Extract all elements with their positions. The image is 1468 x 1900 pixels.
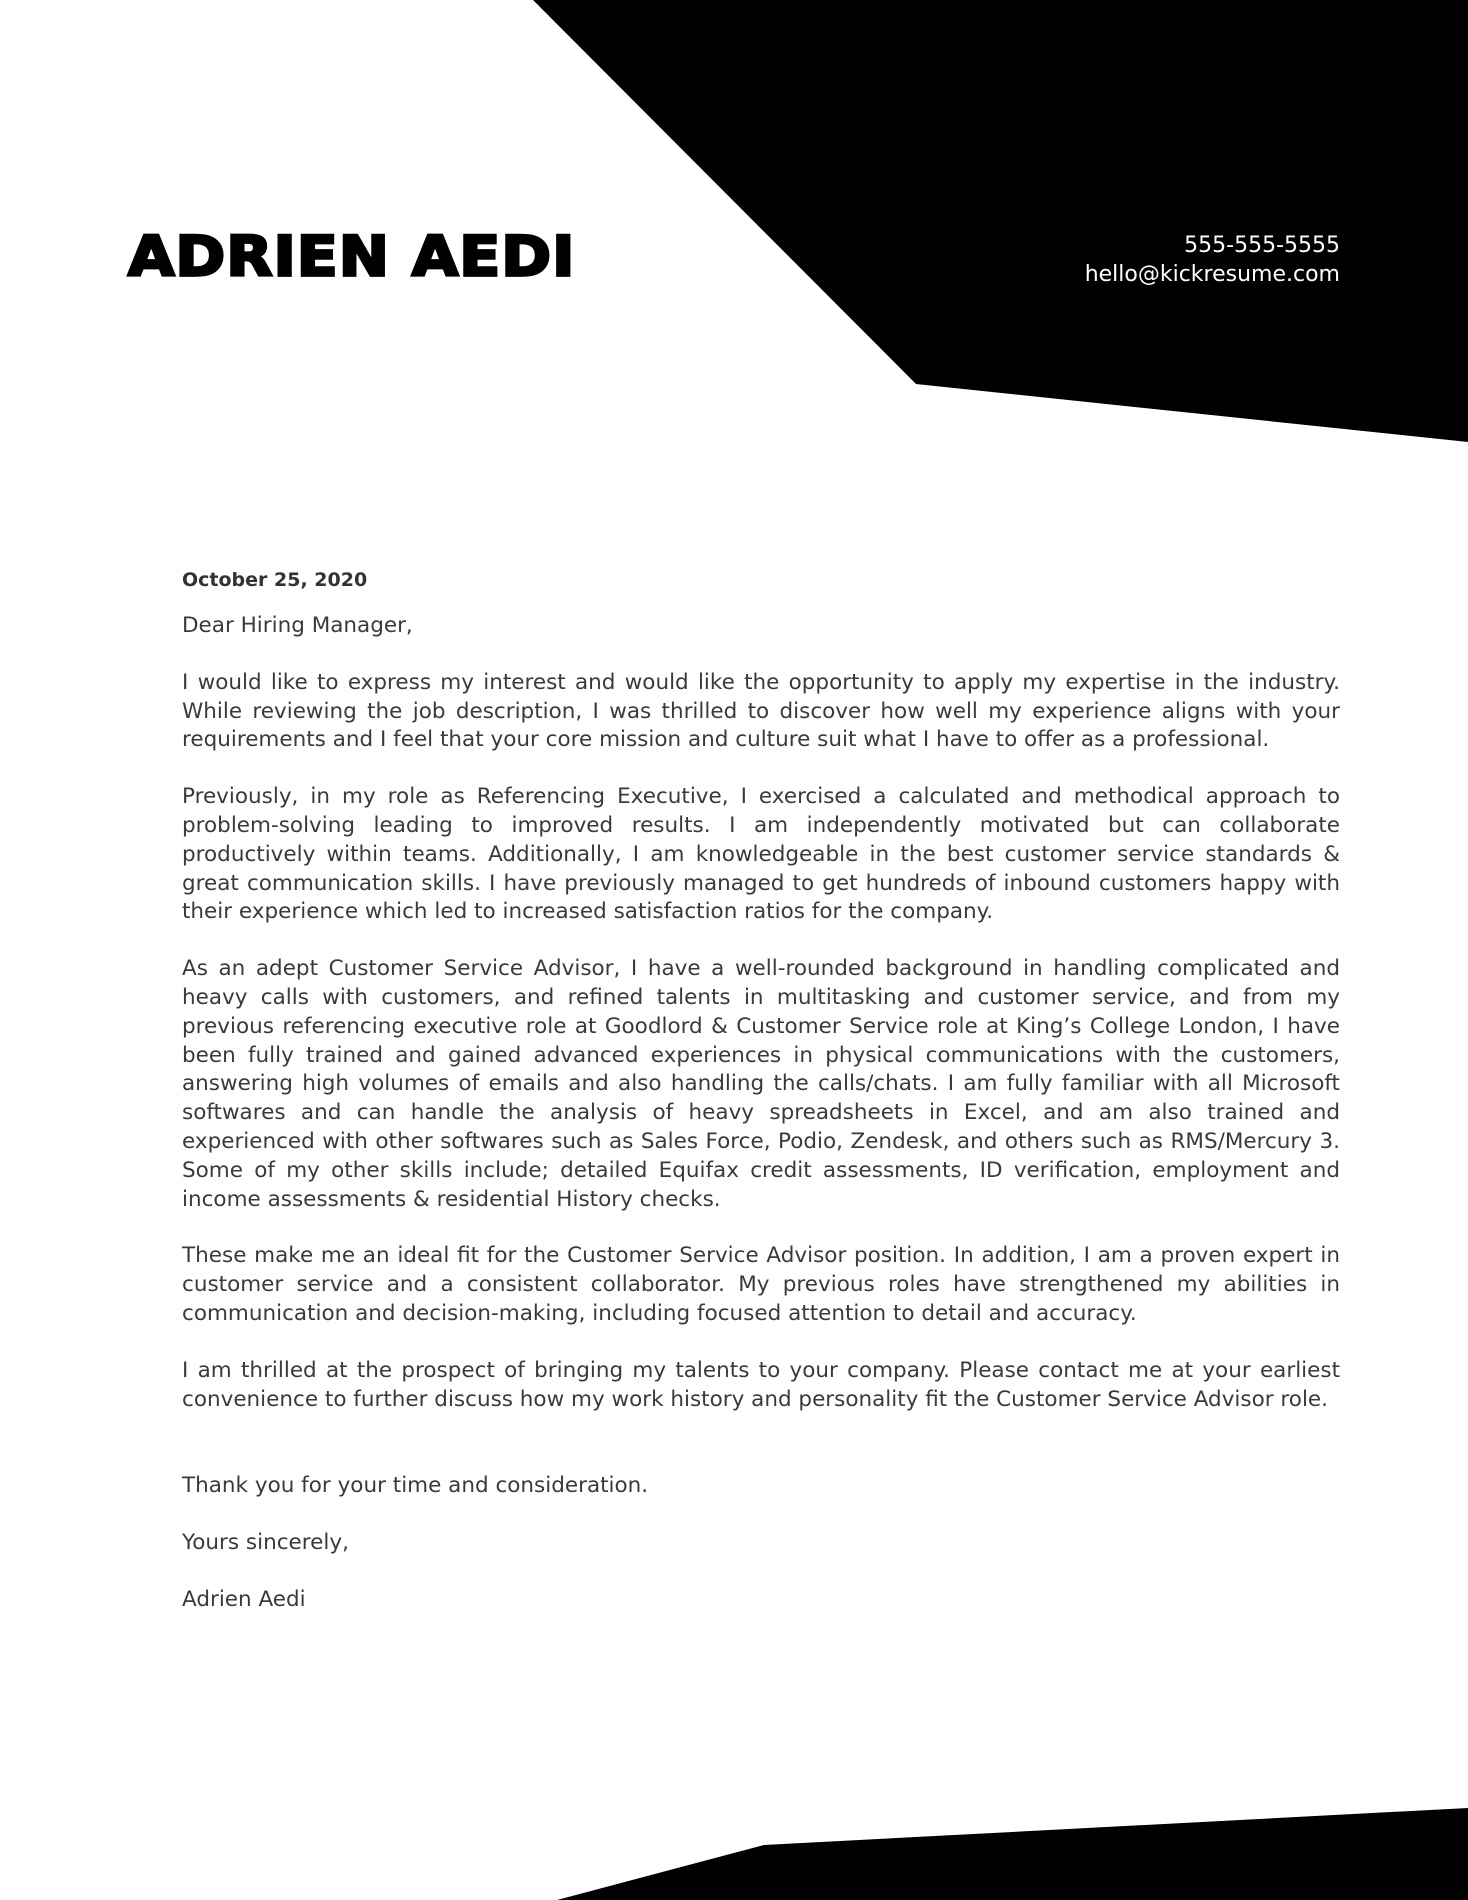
contact-info [1085, 231, 1340, 289]
paragraph-5: I am thrilled at the prospect of bringing my talents to your company. Please contact me at your earliest convenience to further discuss how my work history and personality fit the Customer Service Advisor role. [182, 1357, 1340, 1412]
email-address: hello@kickresume.com [1084, 262, 1340, 287]
salutation: Dear Hiring Manager, [182, 613, 413, 638]
closing-line: Yours sincerely, [182, 1530, 349, 1556]
paragraph-2: Previously, in my role as Referencing Executive, I exercised a calculated and methodical approach to problem-solving leading to improved results. I am independently motivated but can collaborate productively within teams. Additionally, I am knowledgeable in the best customer service standards & great communication skills. I have previously managed to get hundreds of inbound customers happy with their experience which led to increased satisfaction ratios for the company. [182, 784, 1340, 925]
paragraph-3: As an adept Customer Service Advisor, I have a well-rounded background in handling complicated and heavy calls with customers, and refined talents in multitasking and customer service, and from my previous referencing executive role at Goodlord & Customer Service role at King’s College London, I have been fully trained and gained advanced experiences in physical communications with the customers, answering high volumes of emails and also handling the calls/chats. I am fully familiar with all Microsoft softwares and can handle the analysis of heavy spreadsheets in Excel, and am also trained and experienced with other softwares such as Sales Force, Podio, Zendesk, and others such as RMS/Mercury 3. Some of my other skills include; detailed Equifax credit assessments, ID verification, employment and income assessments & residential History checks. [182, 956, 1340, 1212]
thanks-line: Thank you for your time and consideration. [182, 1473, 649, 1499]
footer-shape [557, 1808, 1468, 1900]
signature: Adrien Aedi [182, 1586, 306, 1612]
paragraph-4: These make me an ideal fit for the Customer Service Advisor position. In addition, I am a proven expert in customer service and a consistent collaborator. My previous roles have strengthened my abilities in communication and decision-making, including focused attention to detail and accuracy. [182, 1243, 1340, 1326]
paragraph-1: I would like to express my interest and would like the opportunity to apply my expertise in the industry. While reviewing the job description, I was thrilled to discover how well my experience aligns with your requirements and I feel that your core mission and culture suit what I have to offer as a professional. [182, 669, 1340, 753]
letter-date: October 25, 2020 [182, 569, 368, 591]
letter-body [182, 566, 1340, 1643]
phone-number: 555-555-5555 [1184, 233, 1340, 258]
header-shape [533, 0, 1468, 442]
applicant-name: ADRIEN AEDI [128, 225, 576, 290]
